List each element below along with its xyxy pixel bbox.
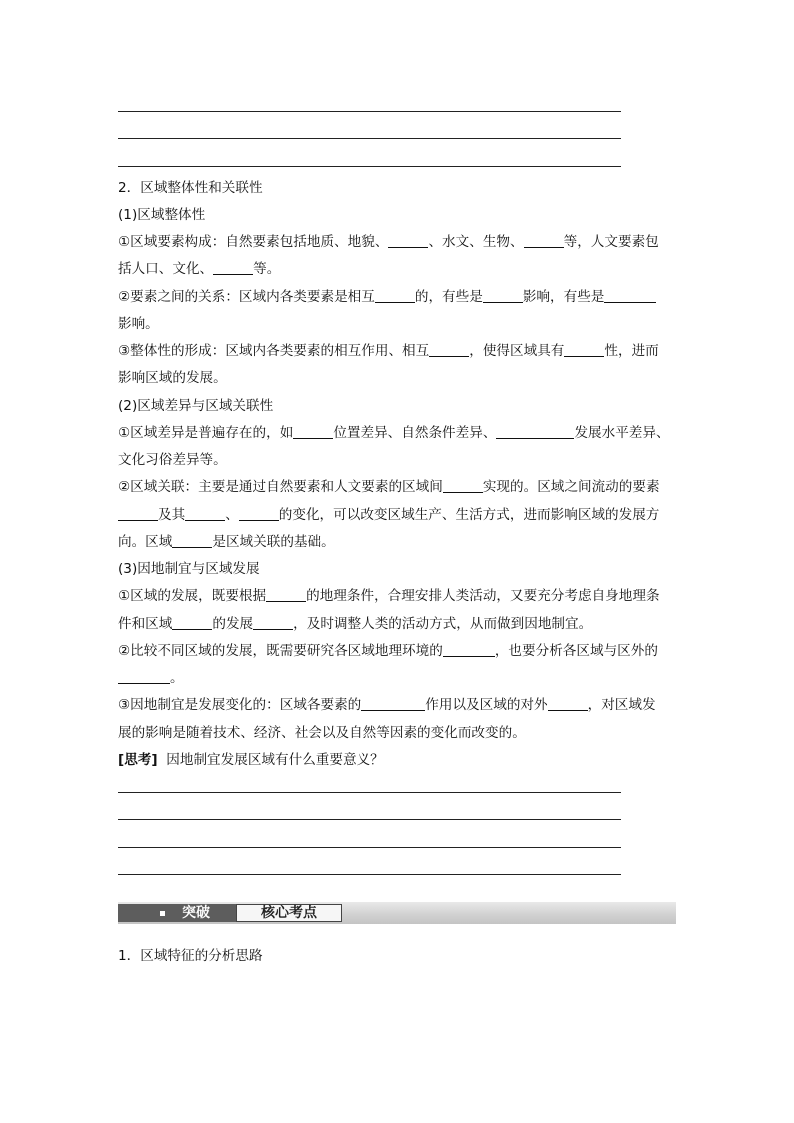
paragraph-line: 件和区域 的发展 ，及时调整人类的活动方式，从而做到因地制宜。	[118, 616, 593, 632]
paragraph-line: 括人口、文化、 等。	[118, 261, 281, 277]
answer-line	[118, 847, 621, 848]
paragraph-line: 向。区域 是区域关联的基础。	[118, 534, 335, 550]
subsection-title: (1)区域整体性	[118, 207, 206, 223]
paragraph-line: ③因地制宜是发展变化的：区域各要素的 作用以及区域的对外 ，对区域发	[118, 697, 656, 713]
fill-blank[interactable]	[548, 696, 588, 711]
paragraph-line: ②比较不同区域的发展，既需要研究各区域地理环境的 ，也要分析各区域与区外的	[118, 643, 658, 659]
paragraph-line: ①区域要素构成：自然要素包括地质、地貌、 、水文、生物、 等，人文要素包	[118, 234, 659, 250]
fill-blank[interactable]	[483, 288, 523, 303]
next-section-heading: 1．区域特征的分析思路	[118, 948, 263, 964]
paragraph-line: 影响。	[118, 316, 159, 332]
paragraph-line: ①区域差异是普遍存在的，如 位置差异、自然条件差异、 发展水平差异、	[118, 425, 670, 441]
fill-blank[interactable]	[185, 506, 225, 521]
fill-blank[interactable]	[604, 288, 656, 303]
banner-left-tab: 突破	[118, 904, 236, 922]
fill-blank[interactable]	[388, 233, 428, 248]
answer-line	[118, 874, 621, 875]
paragraph-line: 文化习俗差异等。	[118, 452, 227, 468]
think-question	[118, 750, 678, 770]
paragraph-line: 及其 、 的变化，可以改变区域生产、生活方式，进而影响区域的发展方	[118, 505, 678, 525]
fill-blank[interactable]	[266, 587, 306, 602]
think-label: [思考]	[118, 752, 158, 768]
think-text: 因地制宜发展区域有什么重要意义？	[166, 752, 384, 768]
paragraph-line: ②区域关联：主要是通过自然要素和人文要素的区域间 实现的。区域之间流动的要素	[118, 479, 660, 495]
answer-line	[118, 819, 621, 820]
fill-blank[interactable]	[361, 696, 425, 711]
paragraph-line: ①区域的发展，既要根据 的地理条件，合理安排人类活动，又要充分考虑自身地理条	[118, 588, 660, 604]
subsection-title: (2)区域差异与区域关联性	[118, 398, 274, 414]
fill-blank[interactable]	[443, 478, 483, 493]
answer-line	[118, 111, 621, 112]
fill-blank[interactable]	[564, 342, 604, 357]
paragraph-line: ③整体性的形成：区域内各类要素的相互作用、相互 ，使得区域具有 性，进而	[118, 343, 659, 359]
fill-blank[interactable]	[172, 615, 212, 630]
banner-right-tab: 核心考点	[236, 904, 342, 922]
paragraph-line: 影响区域的发展。	[118, 370, 227, 386]
fill-blank[interactable]	[118, 669, 170, 684]
answer-line	[118, 138, 621, 139]
paragraph-line: ②要素之间的关系：区域内各类要素是相互 的，有些是 影响，有些是	[118, 287, 678, 307]
fill-blank[interactable]	[172, 533, 212, 548]
fill-blank[interactable]	[118, 506, 158, 521]
answer-line	[118, 166, 621, 167]
fill-blank[interactable]	[524, 233, 564, 248]
paragraph-line: 。	[118, 668, 678, 688]
fill-blank[interactable]	[253, 615, 293, 630]
fill-blank[interactable]	[239, 506, 279, 521]
square-bullet-icon	[160, 911, 165, 916]
fill-blank[interactable]	[496, 424, 574, 439]
section-title: 2．区域整体性和关联性	[118, 180, 263, 196]
fill-blank[interactable]	[429, 342, 469, 357]
answer-line	[118, 792, 621, 793]
subsection-title: (3)因地制宜与区域发展	[118, 561, 260, 577]
section-banner	[118, 902, 676, 924]
fill-blank[interactable]	[293, 424, 333, 439]
paragraph-line: 展的影响是随着技术、经济、社会以及自然等因素的变化而改变的。	[118, 725, 526, 741]
fill-blank[interactable]	[213, 260, 253, 275]
fill-blank[interactable]	[375, 288, 415, 303]
fill-blank[interactable]	[443, 642, 495, 657]
